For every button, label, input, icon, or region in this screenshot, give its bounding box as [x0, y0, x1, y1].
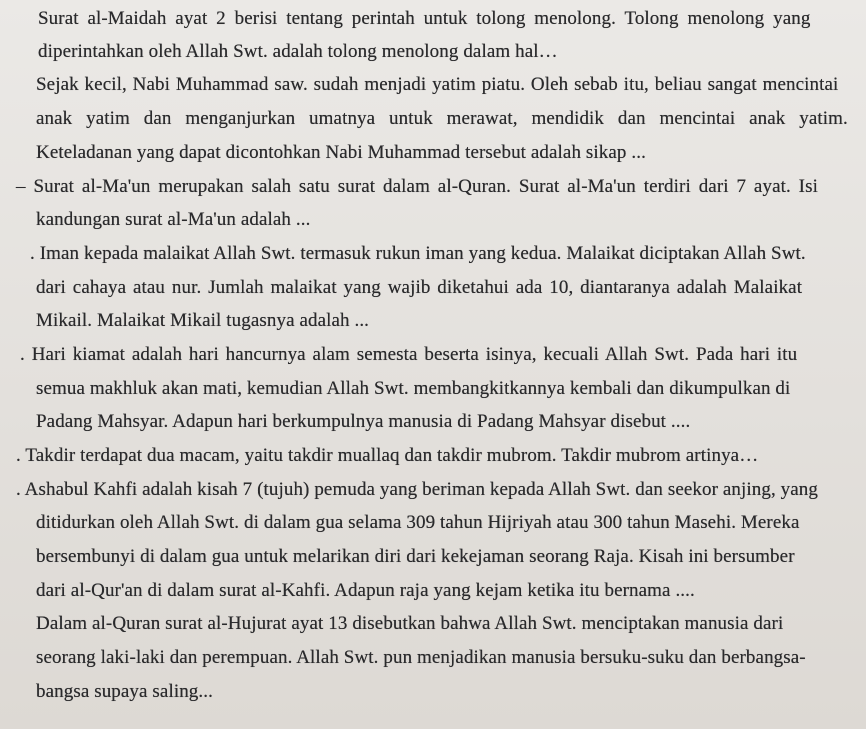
text-line: – Surat al-Ma'un merupakan salah satu surat dalam al-Quran. Surat al-Ma'un terdiri dari 7 ayat. Isi: [16, 176, 818, 197]
text-line: Dalam al-Quran surat al-Hujurat ayat 13 disebutkan bahwa Allah Swt. menciptakan manusia dari: [36, 613, 784, 634]
text-line: Surat al-Maidah ayat 2 berisi tentang perintah untuk tolong menolong. Tolong menolong yang: [38, 8, 811, 29]
text-line: bersembunyi di dalam gua untuk melarikan diri dari kekejaman seorang Raja. Kisah ini bersumber: [36, 546, 795, 567]
text-line: . Ashabul Kahfi adalah kisah 7 (tujuh) pemuda yang beriman kepada Allah Swt. dan seekor anjing, yang: [16, 479, 818, 500]
text-line: Padang Mahsyar. Adapun hari berkumpulnya manusia di Padang Mahsyar disebut ....: [36, 411, 691, 432]
text-line: Keteladanan yang dapat dicontohkan Nabi Muhammad tersebut adalah sikap ...: [36, 142, 646, 163]
text-line: Mikail. Malaikat Mikail tugasnya adalah ...: [36, 310, 370, 331]
text-line: . Iman kepada malaikat Allah Swt. termasuk rukun iman yang kedua. Malaikat diciptakan Allah Swt.: [30, 243, 806, 264]
text-line: kandungan surat al-Ma'un adalah ...: [36, 209, 311, 230]
text-line: dari al-Qur'an di dalam surat al-Kahfi. Adapun raja yang kejam ketika itu bernama ....: [36, 580, 695, 601]
text-line: . Takdir terdapat dua macam, yaitu takdir muallaq dan takdir mubrom. Takdir mubrom artinya…: [16, 445, 759, 466]
text-line: ditidurkan oleh Allah Swt. di dalam gua selama 309 tahun Hijriyah atau 300 tahun Masehi. Mereka: [36, 512, 800, 533]
text-line: semua makhluk akan mati, kemudian Allah Swt. membangkitkannya kembali dan dikumpulkan di: [36, 378, 791, 399]
text-line: dari cahaya atau nur. Jumlah malaikat yang wajib diketahui ada 10, diantaranya adalah Malaikat: [36, 277, 803, 298]
text-line: anak yatim dan menganjurkan umatnya untuk merawat, mendidik dan mencintai anak yatim.: [36, 108, 848, 129]
text-line: diperintahkan oleh Allah Swt. adalah tolong menolong dalam hal…: [38, 41, 558, 62]
text-line: Sejak kecil, Nabi Muhammad saw. sudah menjadi yatim piatu. Oleh sebab itu, beliau sangat mencintai: [36, 74, 839, 95]
text-line: seorang laki-laki dan perempuan. Allah Swt. pun menjadikan manusia bersuku-suku dan berbangsa-: [36, 647, 806, 668]
text-line: . Hari kiamat adalah hari hancurnya alam semesta beserta isinya, kecuali Allah Swt. Pada hari itu: [20, 344, 798, 365]
text-line: bangsa supaya saling...: [36, 681, 213, 702]
